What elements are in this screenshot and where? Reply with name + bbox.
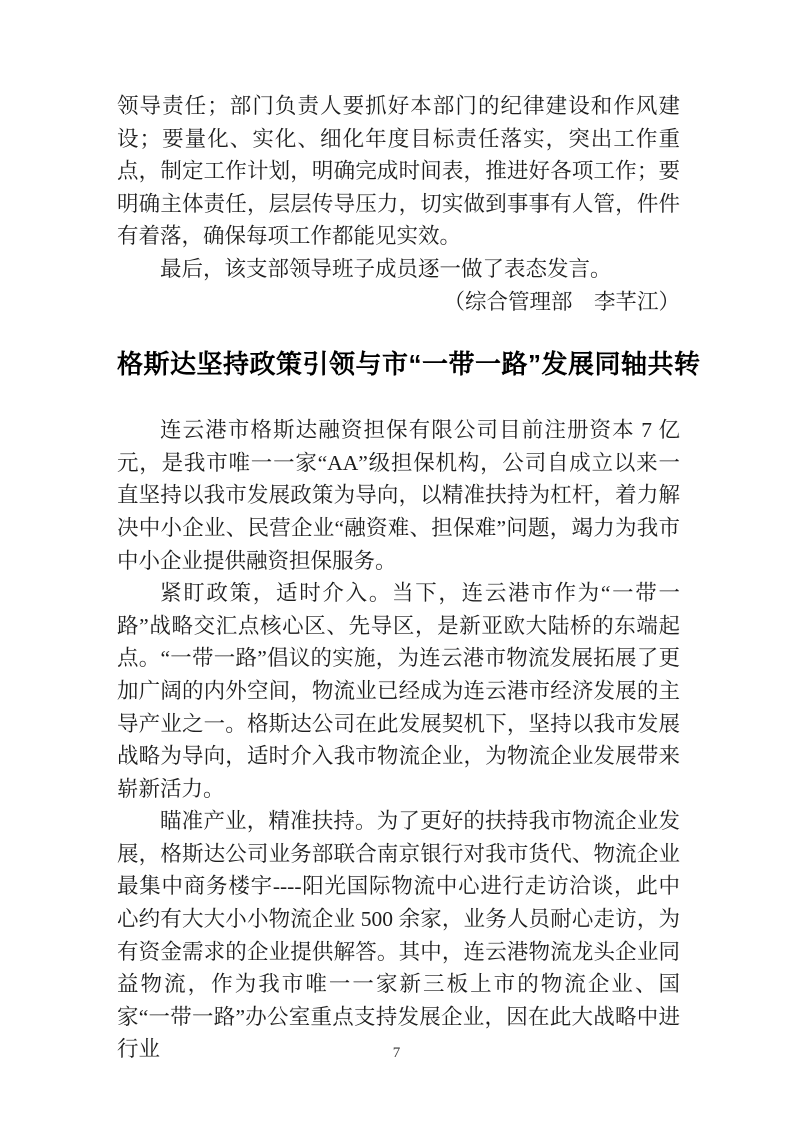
attribution-line: （综合管理部 李芊江）: [443, 289, 680, 314]
text-content: [117, 90, 701, 1066]
paragraph-continuation: 领导责任；部门负责人要抓好本部门的纪律建设和作风建设；要量化、实化、细化年度目标责任落实，突出工作重点，制定工作计划，明确完成时间表，推进好各项工作；要明确主体责任，层层传导压力，切实做到事事有人管，件件有着落，确保每项工作都能见实效。: [117, 94, 680, 249]
article-paragraph: 连云港市格斯达融资担保有限公司目前注册资本 7 亿元，是我市唯一一家“AA”级担保机构，公司自成立以来一直坚持以我市发展政策为导向，以精准扶持为杠杆，着力解决中小企业、民营企业“融资难、担保难”问题，竭力为我市中小企业提供融资担保服务。: [117, 418, 680, 573]
article-paragraph: 紧盯政策，适时介入。当下，连云港市作为“一带一路”战略交汇点核心区、先导区，是新亚欧大陆桥的东端起点。“一带一路”倡议的实施，为连云港市物流发展拓展了更加广阔的内外空间，物流业已经成为连云港市经济发展的主导产业之一。格斯达公司在此发展契机下，坚持以我市发展战略为导向，适时介入我市物流企业，为物流企业发展带来崭新活力。: [117, 581, 680, 801]
page-number: 7: [392, 1045, 401, 1061]
article-title: 格斯达坚持政策引领与市“一带一路”发展同轴共转: [117, 349, 701, 380]
article-paragraph: 瞄准产业，精准扶持。为了更好的扶持我市物流企业发展，格斯达公司业务部联合南京银行对我市货代、物流企业最集中商务楼宇----阳光国际物流中心进行走访洽谈，此中心约有大大小小物流企业 500 余家，业务人员耐心走访，为有资金需求的企业提供解答。其中，连云港物流龙头企业同益物流，作为我市唯一一家新三板上市的物流企业、国家“一带一路”办公室重点支持发展企业，因在此大战略中进行业: [117, 809, 680, 1062]
paragraph-closing: 最后，该支部领导班子成员逐一做了表态发言。: [160, 256, 612, 281]
